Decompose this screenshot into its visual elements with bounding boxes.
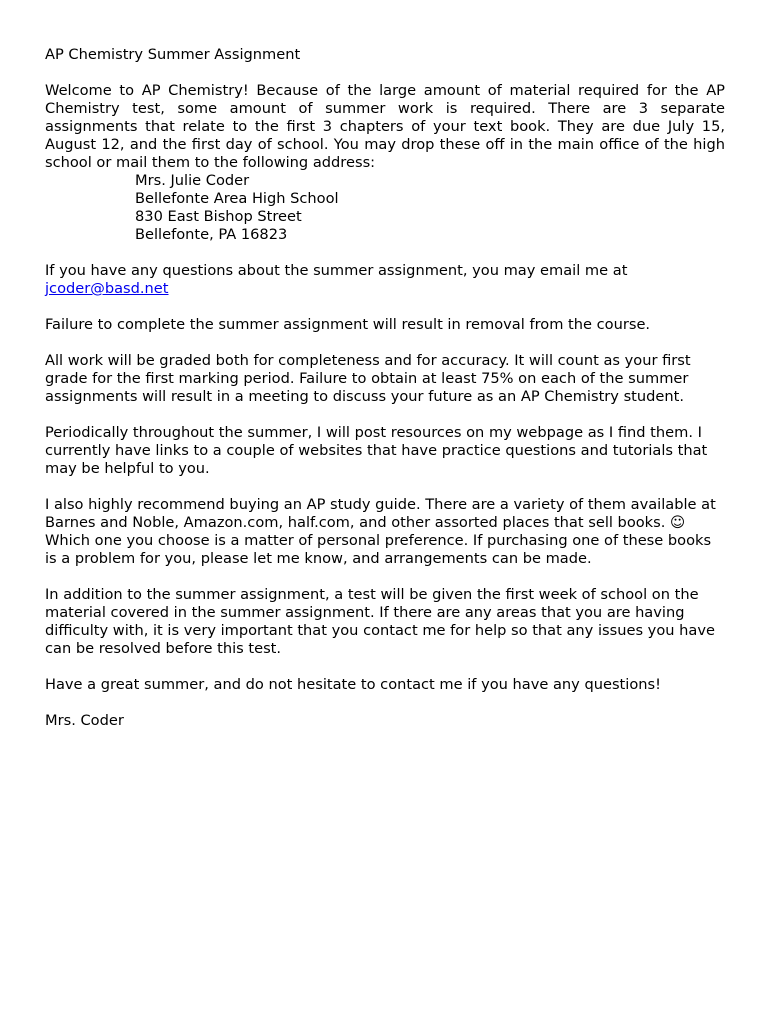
email-link[interactable]: jcoder@basd.net [45, 280, 169, 297]
closing-paragraph: Have a great summer, and do not hesitate to contact me if you have any questions! [45, 676, 661, 693]
resources-paragraph: Periodically throughout the summer, I will post resources on my webpage as I find them. I currently have links to a couple of websites that have practice questions and tutorials that may be helpful to you. [45, 424, 708, 477]
test-paragraph: In addition to the summer assignment, a test will be given the first week of school on the material covered in the summer assignment. If there are any areas that you are having difficulty with, it is very important that you contact me for help so that any issues you have can be resolved before this test. [45, 586, 715, 657]
signature: Mrs. Coder [45, 712, 124, 729]
questions-paragraph [45, 262, 725, 298]
intro-paragraph: Welcome to AP Chemistry! Because of the large amount of material required for the AP Chemistry test, some amount of summer work is required. There are 3 separate assignments that relate to the first 3 chapters of your text book. They are due July 15, August 12, and the first day of school. You may drop these off in the main office of the high school or mail them to the following address: [45, 82, 725, 171]
address-line-street: 830 East Bishop Street [135, 208, 302, 225]
address-line-name: Mrs. Julie Coder [135, 172, 250, 189]
address-line-city: Bellefonte, PA 16823 [135, 226, 288, 243]
address-line-school: Bellefonte Area High School [135, 190, 339, 207]
study-guide-paragraph: I also highly recommend buying an AP study guide. There are a variety of them available at Barnes and Noble, Amazon.com, half.com, and other assorted places that sell books. ☺ Which one you choose is a matter of personal preference. If purchasing one of these books is a problem for you, please let me know, and arrangements can be made. [45, 496, 716, 567]
document-title: AP Chemistry Summer Assignment [45, 46, 301, 63]
grading-paragraph: All work will be graded both for completeness and for accuracy. It will count as your first grade for the first marking period. Failure to obtain at least 75% on each of the summer assignments will result in a meeting to discuss your future as an AP Chemistry student. [45, 352, 691, 405]
mailing-address [135, 172, 725, 244]
failure-paragraph: Failure to complete the summer assignment will result in removal from the course. [45, 316, 651, 333]
questions-text: If you have any questions about the summer assignment, you may email me at [45, 262, 628, 279]
